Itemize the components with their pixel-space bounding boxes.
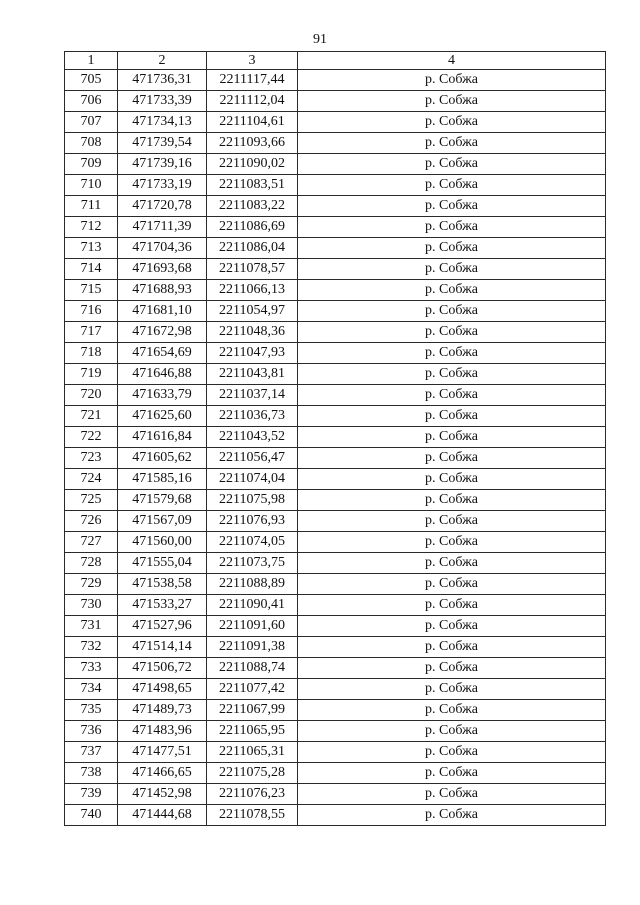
description-cell: р. Собжа xyxy=(298,700,606,721)
x-coordinate-cell: 471733,19 xyxy=(118,175,207,196)
point-number-cell: 730 xyxy=(65,595,118,616)
x-coordinate-cell: 471646,88 xyxy=(118,364,207,385)
x-coordinate-cell: 471693,68 xyxy=(118,259,207,280)
point-number-cell: 727 xyxy=(65,532,118,553)
x-coordinate-cell: 471739,16 xyxy=(118,154,207,175)
table-row xyxy=(65,175,606,196)
y-coordinate-cell: 2211047,93 xyxy=(207,343,298,364)
table-body xyxy=(65,70,606,826)
y-coordinate-cell: 2211093,66 xyxy=(207,133,298,154)
description-cell: р. Собжа xyxy=(298,112,606,133)
x-coordinate-cell: 471616,84 xyxy=(118,427,207,448)
y-coordinate-cell: 2211088,74 xyxy=(207,658,298,679)
table-row xyxy=(65,238,606,259)
y-coordinate-cell: 2211048,36 xyxy=(207,322,298,343)
description-cell: р. Собжа xyxy=(298,259,606,280)
description-cell: р. Собжа xyxy=(298,553,606,574)
description-cell: р. Собжа xyxy=(298,238,606,259)
table-row xyxy=(65,595,606,616)
description-cell: р. Собжа xyxy=(298,91,606,112)
description-cell: р. Собжа xyxy=(298,343,606,364)
x-coordinate-cell: 471506,72 xyxy=(118,658,207,679)
y-coordinate-cell: 2211067,99 xyxy=(207,700,298,721)
table-row xyxy=(65,301,606,322)
y-coordinate-cell: 2211076,93 xyxy=(207,511,298,532)
point-number-cell: 706 xyxy=(65,91,118,112)
description-cell: р. Собжа xyxy=(298,574,606,595)
description-cell: р. Собжа xyxy=(298,742,606,763)
x-coordinate-cell: 471739,54 xyxy=(118,133,207,154)
point-number-cell: 728 xyxy=(65,553,118,574)
column-header-1: 1 xyxy=(65,52,118,70)
coordinates-table xyxy=(64,51,606,826)
table-row xyxy=(65,364,606,385)
table-row xyxy=(65,511,606,532)
column-header-2: 2 xyxy=(118,52,207,70)
table-row xyxy=(65,763,606,784)
x-coordinate-cell: 471720,78 xyxy=(118,196,207,217)
table-row xyxy=(65,448,606,469)
table-row xyxy=(65,574,606,595)
x-coordinate-cell: 471444,68 xyxy=(118,805,207,826)
table-row xyxy=(65,700,606,721)
description-cell: р. Собжа xyxy=(298,406,606,427)
point-number-cell: 715 xyxy=(65,280,118,301)
description-cell: р. Собжа xyxy=(298,658,606,679)
y-coordinate-cell: 2211076,23 xyxy=(207,784,298,805)
column-header-4: 4 xyxy=(298,52,606,70)
point-number-cell: 722 xyxy=(65,427,118,448)
table-row xyxy=(65,784,606,805)
description-cell: р. Собжа xyxy=(298,133,606,154)
description-cell: р. Собжа xyxy=(298,763,606,784)
y-coordinate-cell: 2211083,51 xyxy=(207,175,298,196)
y-coordinate-cell: 2211078,57 xyxy=(207,259,298,280)
point-number-cell: 729 xyxy=(65,574,118,595)
x-coordinate-cell: 471672,98 xyxy=(118,322,207,343)
x-coordinate-cell: 471733,39 xyxy=(118,91,207,112)
x-coordinate-cell: 471711,39 xyxy=(118,217,207,238)
table-row xyxy=(65,280,606,301)
x-coordinate-cell: 471489,73 xyxy=(118,700,207,721)
point-number-cell: 710 xyxy=(65,175,118,196)
x-coordinate-cell: 471514,14 xyxy=(118,637,207,658)
description-cell: р. Собжа xyxy=(298,490,606,511)
x-coordinate-cell: 471567,09 xyxy=(118,511,207,532)
x-coordinate-cell: 471527,96 xyxy=(118,616,207,637)
description-cell: р. Собжа xyxy=(298,364,606,385)
description-cell: р. Собжа xyxy=(298,595,606,616)
x-coordinate-cell: 471498,65 xyxy=(118,679,207,700)
y-coordinate-cell: 2211074,04 xyxy=(207,469,298,490)
y-coordinate-cell: 2211066,13 xyxy=(207,280,298,301)
description-cell: р. Собжа xyxy=(298,532,606,553)
x-coordinate-cell: 471466,65 xyxy=(118,763,207,784)
y-coordinate-cell: 2211088,89 xyxy=(207,574,298,595)
table-row xyxy=(65,490,606,511)
point-number-cell: 716 xyxy=(65,301,118,322)
x-coordinate-cell: 471681,10 xyxy=(118,301,207,322)
description-cell: р. Собжа xyxy=(298,511,606,532)
description-cell: р. Собжа xyxy=(298,322,606,343)
table-row xyxy=(65,469,606,490)
x-coordinate-cell: 471538,58 xyxy=(118,574,207,595)
point-number-cell: 731 xyxy=(65,616,118,637)
x-coordinate-cell: 471654,69 xyxy=(118,343,207,364)
point-number-cell: 708 xyxy=(65,133,118,154)
point-number-cell: 718 xyxy=(65,343,118,364)
description-cell: р. Собжа xyxy=(298,427,606,448)
table-row xyxy=(65,658,606,679)
y-coordinate-cell: 2211117,44 xyxy=(207,70,298,91)
point-number-cell: 714 xyxy=(65,259,118,280)
table-row xyxy=(65,154,606,175)
point-number-cell: 738 xyxy=(65,763,118,784)
y-coordinate-cell: 2211075,98 xyxy=(207,490,298,511)
table-row xyxy=(65,805,606,826)
y-coordinate-cell: 2211043,81 xyxy=(207,364,298,385)
y-coordinate-cell: 2211065,95 xyxy=(207,721,298,742)
y-coordinate-cell: 2211043,52 xyxy=(207,427,298,448)
x-coordinate-cell: 471483,96 xyxy=(118,721,207,742)
description-cell: р. Собжа xyxy=(298,784,606,805)
point-number-cell: 732 xyxy=(65,637,118,658)
point-number-cell: 711 xyxy=(65,196,118,217)
column-header-3: 3 xyxy=(207,52,298,70)
x-coordinate-cell: 471477,51 xyxy=(118,742,207,763)
x-coordinate-cell: 471452,98 xyxy=(118,784,207,805)
y-coordinate-cell: 2211086,04 xyxy=(207,238,298,259)
table-row xyxy=(65,91,606,112)
point-number-cell: 721 xyxy=(65,406,118,427)
y-coordinate-cell: 2211075,28 xyxy=(207,763,298,784)
y-coordinate-cell: 2211074,05 xyxy=(207,532,298,553)
table-row xyxy=(65,406,606,427)
table-row xyxy=(65,70,606,91)
table-row xyxy=(65,553,606,574)
y-coordinate-cell: 2211056,47 xyxy=(207,448,298,469)
table-row xyxy=(65,259,606,280)
description-cell: р. Собжа xyxy=(298,217,606,238)
y-coordinate-cell: 2211065,31 xyxy=(207,742,298,763)
y-coordinate-cell: 2211077,42 xyxy=(207,679,298,700)
x-coordinate-cell: 471704,36 xyxy=(118,238,207,259)
x-coordinate-cell: 471605,62 xyxy=(118,448,207,469)
y-coordinate-cell: 2211091,60 xyxy=(207,616,298,637)
point-number-cell: 720 xyxy=(65,385,118,406)
table-row xyxy=(65,112,606,133)
table-row xyxy=(65,217,606,238)
table-row xyxy=(65,133,606,154)
y-coordinate-cell: 2211073,75 xyxy=(207,553,298,574)
point-number-cell: 705 xyxy=(65,70,118,91)
point-number-cell: 717 xyxy=(65,322,118,343)
table-row xyxy=(65,343,606,364)
x-coordinate-cell: 471585,16 xyxy=(118,469,207,490)
description-cell: р. Собжа xyxy=(298,679,606,700)
point-number-cell: 726 xyxy=(65,511,118,532)
point-number-cell: 723 xyxy=(65,448,118,469)
table-row xyxy=(65,679,606,700)
y-coordinate-cell: 2211078,55 xyxy=(207,805,298,826)
y-coordinate-cell: 2211037,14 xyxy=(207,385,298,406)
y-coordinate-cell: 2211112,04 xyxy=(207,91,298,112)
point-number-cell: 736 xyxy=(65,721,118,742)
y-coordinate-cell: 2211086,69 xyxy=(207,217,298,238)
table-row xyxy=(65,637,606,658)
description-cell: р. Собжа xyxy=(298,175,606,196)
table-header-row xyxy=(65,52,606,70)
y-coordinate-cell: 2211090,02 xyxy=(207,154,298,175)
x-coordinate-cell: 471633,79 xyxy=(118,385,207,406)
description-cell: р. Собжа xyxy=(298,448,606,469)
x-coordinate-cell: 471560,00 xyxy=(118,532,207,553)
point-number-cell: 737 xyxy=(65,742,118,763)
description-cell: р. Собжа xyxy=(298,616,606,637)
y-coordinate-cell: 2211091,38 xyxy=(207,637,298,658)
x-coordinate-cell: 471533,27 xyxy=(118,595,207,616)
point-number-cell: 709 xyxy=(65,154,118,175)
description-cell: р. Собжа xyxy=(298,721,606,742)
table-row xyxy=(65,385,606,406)
description-cell: р. Собжа xyxy=(298,70,606,91)
table-row xyxy=(65,721,606,742)
point-number-cell: 733 xyxy=(65,658,118,679)
point-number-cell: 712 xyxy=(65,217,118,238)
y-coordinate-cell: 2211036,73 xyxy=(207,406,298,427)
point-number-cell: 724 xyxy=(65,469,118,490)
x-coordinate-cell: 471555,04 xyxy=(118,553,207,574)
point-number-cell: 725 xyxy=(65,490,118,511)
description-cell: р. Собжа xyxy=(298,301,606,322)
description-cell: р. Собжа xyxy=(298,196,606,217)
point-number-cell: 739 xyxy=(65,784,118,805)
point-number-cell: 707 xyxy=(65,112,118,133)
x-coordinate-cell: 471625,60 xyxy=(118,406,207,427)
point-number-cell: 734 xyxy=(65,679,118,700)
point-number-cell: 740 xyxy=(65,805,118,826)
description-cell: р. Собжа xyxy=(298,469,606,490)
table-row xyxy=(65,196,606,217)
y-coordinate-cell: 2211054,97 xyxy=(207,301,298,322)
table-row xyxy=(65,322,606,343)
y-coordinate-cell: 2211083,22 xyxy=(207,196,298,217)
table-row xyxy=(65,616,606,637)
table-row xyxy=(65,427,606,448)
point-number-cell: 735 xyxy=(65,700,118,721)
x-coordinate-cell: 471688,93 xyxy=(118,280,207,301)
x-coordinate-cell: 471734,13 xyxy=(118,112,207,133)
x-coordinate-cell: 471579,68 xyxy=(118,490,207,511)
point-number-cell: 713 xyxy=(65,238,118,259)
description-cell: р. Собжа xyxy=(298,637,606,658)
y-coordinate-cell: 2211090,41 xyxy=(207,595,298,616)
description-cell: р. Собжа xyxy=(298,280,606,301)
point-number-cell: 719 xyxy=(65,364,118,385)
page-number: 91 xyxy=(313,32,327,47)
description-cell: р. Собжа xyxy=(298,805,606,826)
x-coordinate-cell: 471736,31 xyxy=(118,70,207,91)
description-cell: р. Собжа xyxy=(298,385,606,406)
y-coordinate-cell: 2211104,61 xyxy=(207,112,298,133)
table-row xyxy=(65,532,606,553)
description-cell: р. Собжа xyxy=(298,154,606,175)
table-row xyxy=(65,742,606,763)
